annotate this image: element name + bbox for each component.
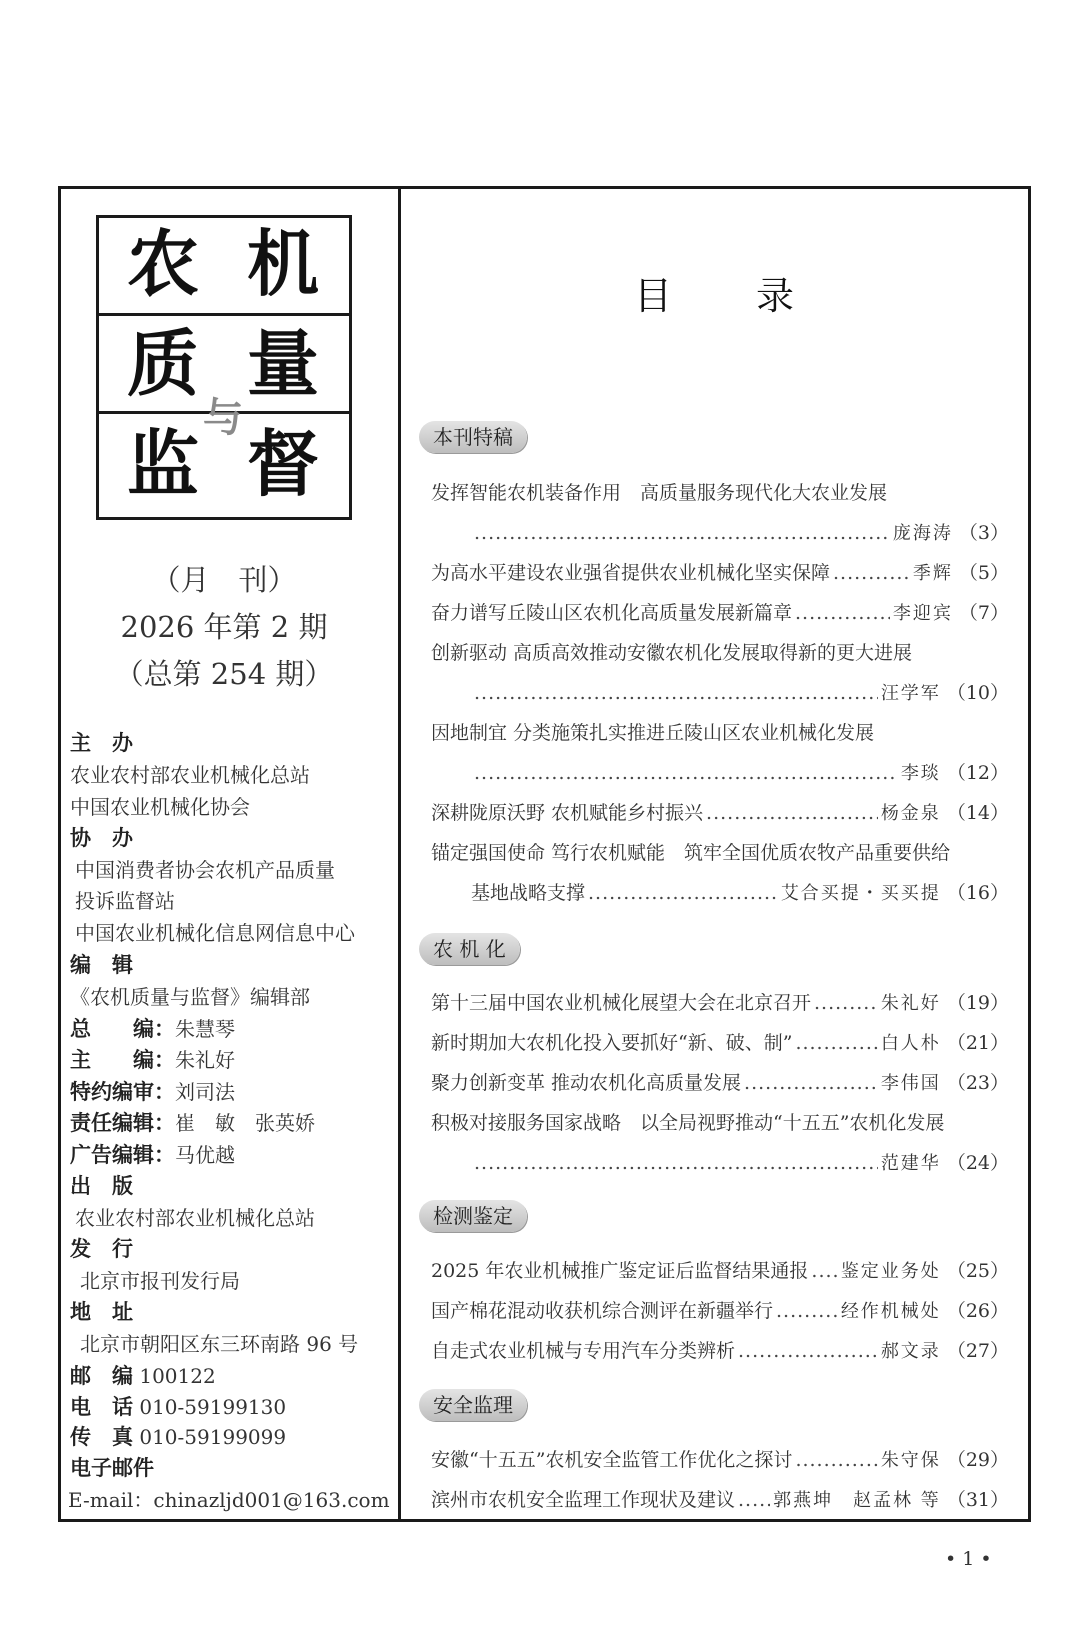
masthead-char: 质 (127, 322, 200, 406)
sponsor-1: 农业农村部农业机械化总站 (70, 763, 310, 787)
toc-entry[interactable] (431, 604, 1009, 623)
toc-entry-author: 李迎宾 (892, 603, 953, 624)
toc-entry-page: （23） (946, 1072, 1009, 1094)
toc-leader (811, 1262, 837, 1281)
issue-number: 2026 年第 2 期 (120, 610, 328, 644)
masthead-logo (96, 215, 352, 520)
toc-entry-author: 李琰 (900, 763, 941, 784)
zip-label: 邮 编 (70, 1364, 133, 1388)
toc-entry-page: （25） (946, 1260, 1009, 1282)
toc-leader (814, 994, 878, 1013)
toc-entry[interactable] (431, 1302, 1009, 1321)
toc-entry-author: 艾合买提・买买提 (780, 883, 941, 904)
masthead-connector: 与 (203, 395, 243, 441)
chief-editor (70, 1019, 235, 1040)
toc-entry-author: 杨金泉 (880, 803, 941, 824)
toc-entry-page: （7） (958, 602, 1009, 624)
toc-leader (776, 1302, 838, 1321)
column-divider (398, 186, 401, 1522)
co-sponsor-label: 协 办 (70, 826, 133, 850)
toc-entry-author: 鉴定业务处 (840, 1261, 941, 1282)
address-value: 北京市朝阳区东三环南路 96 号 (80, 1332, 359, 1356)
toc-leader (474, 524, 890, 543)
toc-leader (738, 1491, 770, 1510)
address-label: 地 址 (70, 1300, 133, 1324)
toc-entry-author: 白人朴 (880, 1033, 941, 1054)
zip-row (70, 1366, 216, 1387)
editor-label: 编 辑 (70, 953, 133, 977)
toc-entry-title: 自走式农业机械与专用汽车分类辨析 (431, 1340, 736, 1362)
ad-editor-label: 广告编辑： (70, 1143, 175, 1167)
toc-leader (474, 1154, 878, 1173)
toc-entry-page: （31） (946, 1489, 1009, 1511)
issue-frequency: （月 刊） (151, 563, 297, 597)
special-editor-value: 刘司法 (175, 1080, 235, 1104)
toc-entry-page: （16） (946, 882, 1009, 904)
special-editor-label: 特约编审： (70, 1080, 175, 1104)
chief-editor-value: 朱慧琴 (175, 1017, 235, 1041)
toc-entry-author: 庞海涛 (892, 523, 953, 544)
toc-entry-author: 季辉 (912, 563, 953, 584)
toc-entry-author: 朱礼好 (880, 993, 941, 1014)
editor-value: 《农机质量与监督》编辑部 (70, 985, 310, 1009)
toc-entry-author: 朱守保 (880, 1450, 941, 1471)
tel-value: 010-59199130 (139, 1395, 287, 1419)
toc-entry-author: 范建华 (880, 1153, 941, 1174)
toc-entry[interactable] (431, 1154, 1009, 1173)
toc-entry[interactable] (431, 524, 1009, 543)
section-heading: 农 机 化 (419, 933, 520, 965)
toc-entry-line1[interactable]: 锚定强国使命 笃行农机赋能 筑牢全国优质农牧产品重要供给 (431, 842, 951, 864)
toc-entry[interactable] (431, 1034, 1009, 1053)
toc-entry-page: （26） (946, 1300, 1009, 1322)
toc-entry[interactable] (431, 1074, 1009, 1093)
toc-entry[interactable] (431, 884, 1009, 903)
co-sponsor-2: 中国农业机械化信息网信息中心 (75, 921, 355, 945)
main-editor-value: 朱礼好 (175, 1048, 235, 1072)
masthead-rule (99, 313, 349, 316)
toc-leader (706, 804, 878, 823)
toc-leader (795, 1034, 877, 1053)
toc-entry-line1[interactable]: 因地制宜 分类施策扎实推进丘陵山区农业机械化发展 (431, 722, 875, 744)
toc-entry-title: 深耕陇原沃野 农机赋能乡村振兴 (431, 802, 704, 824)
toc-entry-page: （12） (946, 762, 1009, 784)
special-editor (70, 1082, 235, 1103)
toc-entry[interactable] (431, 1342, 1009, 1361)
toc-entry-line1[interactable]: 发挥智能农机装备作用 高质量服务现代化大农业发展 (431, 482, 888, 504)
toc-entry-line1[interactable]: 积极对接服务国家战略 以全局视野推动“十五五”农机化发展 (431, 1112, 945, 1134)
publisher-label: 出 版 (70, 1174, 133, 1198)
toc-entry-author: 郭燕坤 赵孟林 等 (773, 1490, 941, 1511)
toc-entry-page: （5） (958, 562, 1009, 584)
distributor-value: 北京市报刊发行局 (80, 1269, 240, 1293)
toc-leader (833, 564, 910, 583)
masthead-char: 督 (247, 422, 320, 506)
toc-entry-title: 国产棉花混动收获机综合测评在新疆举行 (431, 1300, 774, 1322)
toc-entry-title: 新时期加大农机化投入要抓好“新、破、制” (431, 1032, 793, 1054)
toc-entry[interactable] (431, 1262, 1009, 1281)
toc-title (634, 274, 795, 318)
fax-row (70, 1427, 286, 1448)
co-sponsor-1b: 投诉监督站 (75, 889, 175, 913)
toc-entry-page: （10） (946, 682, 1009, 704)
tel-row (70, 1397, 286, 1418)
toc-entry-author: 李伟国 (880, 1073, 941, 1094)
masthead-char: 监 (127, 422, 200, 506)
toc-entry-title: 安徽“十五五”农机安全监管工作优化之探讨 (431, 1449, 793, 1471)
toc-entry-page: （3） (958, 522, 1009, 544)
toc-entry-title: 为高水平建设农业强省提供农业机械化坚实保障 (431, 562, 831, 584)
fax-value: 010-59199099 (139, 1425, 287, 1449)
main-editor-label: 主 编： (70, 1048, 175, 1072)
email-label: 电子邮件 (70, 1456, 154, 1480)
ad-editor (70, 1145, 235, 1166)
section-heading: 检测鉴定 (419, 1200, 527, 1232)
toc-entry[interactable] (431, 1451, 1009, 1470)
toc-leader (738, 1342, 878, 1361)
toc-entry-author: 汪学军 (880, 683, 941, 704)
sponsor-2: 中国农业机械化协会 (70, 795, 250, 819)
toc-entry-line1[interactable]: 创新驱动 高质高效推动安徽农机化发展取得新的更大进展 (431, 642, 913, 664)
sponsor-label: 主 办 (70, 731, 133, 755)
toc-leader (744, 1074, 878, 1093)
fax-label: 传 真 (70, 1425, 133, 1449)
chief-editor-label: 总 编： (70, 1017, 175, 1041)
toc-leader (474, 684, 878, 703)
masthead-char: 农 (127, 222, 200, 306)
toc-leader (588, 884, 778, 903)
toc-entry-page: （21） (946, 1032, 1009, 1054)
page-number: • 1 • (945, 1548, 992, 1570)
section-heading: 本刊特稿 (419, 421, 527, 453)
publisher-value: 农业农村部农业机械化总站 (75, 1206, 315, 1230)
toc-title-char: 录 (756, 274, 795, 318)
resp-editor-label: 责任编辑： (70, 1111, 175, 1135)
ad-editor-value: 马优越 (175, 1143, 235, 1167)
distributor-label: 发 行 (70, 1237, 133, 1261)
toc-entry-page: （19） (946, 992, 1009, 1014)
masthead-char: 机 (247, 222, 320, 306)
toc-entry[interactable] (431, 564, 1009, 583)
co-sponsor-1a: 中国消费者协会农机产品质量 (75, 858, 335, 882)
toc-entry-author: 郝文录 (880, 1341, 941, 1362)
toc-title-char: 目 (634, 274, 673, 318)
toc-entry-page: （14） (946, 802, 1009, 824)
toc-entry-title: 聚力创新变革 推动农机化高质量发展 (431, 1072, 742, 1094)
toc-entry-page: （29） (946, 1449, 1009, 1471)
toc-entry[interactable] (431, 804, 1009, 823)
toc-leader (474, 764, 898, 783)
toc-entry-title: 2025 年农业机械推广鉴定证后监督结果通报 (431, 1260, 809, 1282)
toc-entry-page: （24） (946, 1152, 1009, 1174)
toc-leader (795, 604, 890, 623)
toc-entry-title: 基地战略支撑 (471, 882, 586, 904)
resp-editor-value: 崔 敏 张英娇 (175, 1111, 315, 1135)
toc-entry-page: （27） (946, 1340, 1009, 1362)
tel-label: 电 话 (70, 1395, 133, 1419)
toc-entry[interactable] (431, 684, 1009, 703)
email-value: E-mail：chinazljd001@163.com (68, 1488, 390, 1512)
toc-leader (795, 1451, 877, 1470)
issue-total: （总第 254 期） (114, 657, 334, 691)
toc-entry[interactable] (431, 1491, 1009, 1510)
main-editor (70, 1050, 235, 1071)
toc-entry[interactable] (431, 764, 1009, 783)
masthead-char: 量 (247, 322, 320, 406)
toc-entry-title: 第十三届中国农业机械化展望大会在北京召开 (431, 992, 812, 1014)
resp-editor (70, 1113, 315, 1134)
toc-entry[interactable] (431, 994, 1009, 1013)
zip-value: 100122 (139, 1364, 216, 1388)
section-heading: 安全监理 (419, 1389, 527, 1421)
toc-entry-title: 滨州市农机安全监理工作现状及建议 (431, 1489, 736, 1511)
toc-entry-title: 奋力谱写丘陵山区农机化高质量发展新篇章 (431, 602, 793, 624)
toc-entry-author: 经作机械处 (840, 1301, 941, 1322)
